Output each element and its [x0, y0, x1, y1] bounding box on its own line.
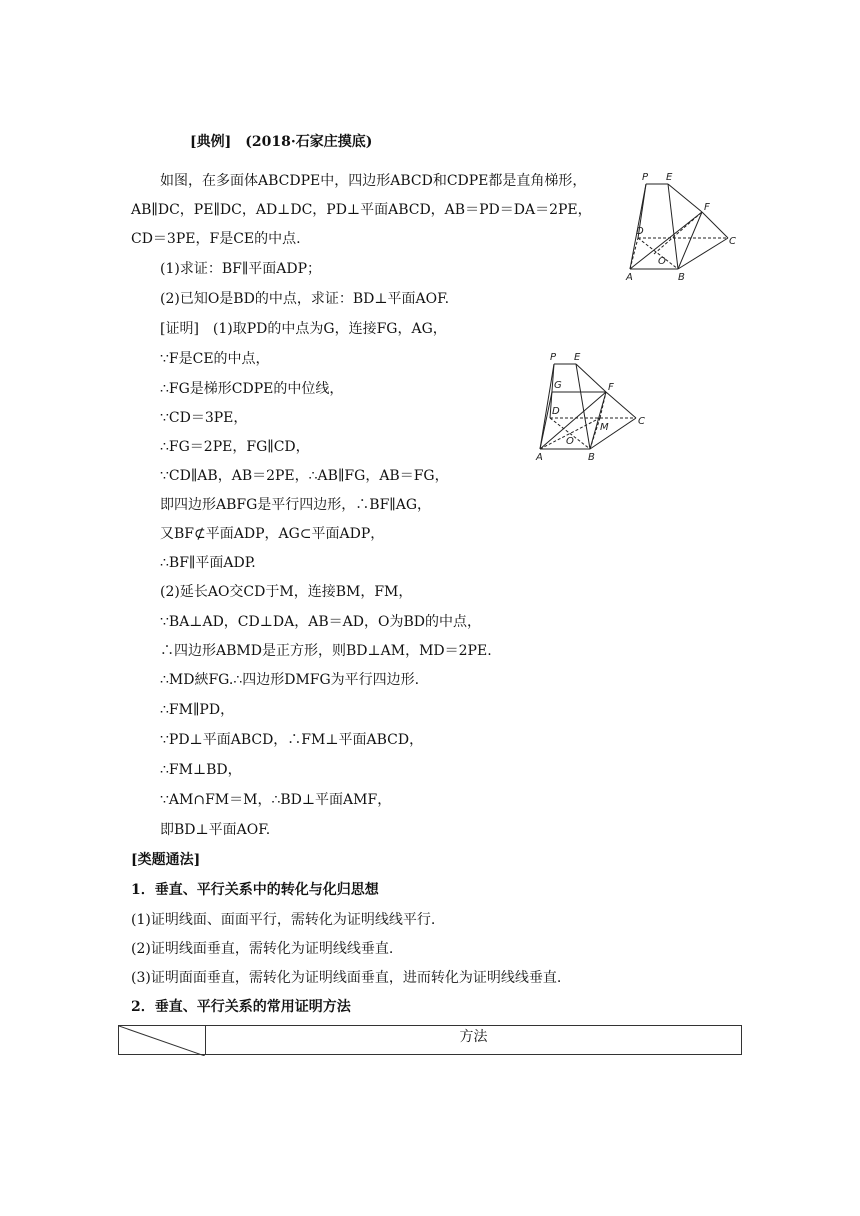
- proof-line-15: ∵PD⊥平面ABCD，∴FM⊥平面ABCD，: [160, 732, 424, 748]
- proof-line-16: ∴FM⊥BD，: [160, 762, 242, 778]
- proof-line-8: 又BF⊄平面ADP，AG⊂平面ADP，: [160, 526, 385, 542]
- proof-line-13: ∴MD綊FG.∴四边形DMFG为平行四边形.: [160, 672, 420, 688]
- summary-item-2-title: 2．垂直、平行关系的常用证明方法: [131, 999, 351, 1015]
- problem-line-1: 如图，在多面体ABCDPE中，四边形ABCD和CDPE都是直角梯形，: [160, 173, 587, 189]
- summary-item-1-line-3: (3)证明面面垂直，需转化为证明线面垂直，进而转化为证明线线垂直.: [131, 970, 562, 986]
- table-corner-cell: [119, 1026, 206, 1055]
- proof-line-9: ∴BF∥平面ADP.: [160, 555, 256, 571]
- label-A: A: [626, 272, 633, 283]
- proof-line-17: ∵AM∩FM＝M，∴BD⊥平面AMF，: [160, 792, 392, 808]
- label-G: G: [554, 380, 562, 391]
- polyhedron-figure: [616, 168, 746, 286]
- label-C: C: [638, 416, 645, 427]
- proof-line-18: 即BD⊥平面AOF.: [160, 822, 271, 838]
- problem-line-3: CD＝3PE，F是CE的中点.: [131, 231, 301, 247]
- summary-item-1-line-1: (1)证明线面、面面平行，需转化为证明线线平行.: [131, 912, 436, 928]
- proof-line-10: (2)延长AO交CD于M，连接BM，FM，: [160, 584, 413, 600]
- label-D: D: [552, 406, 560, 417]
- table-header-method: 方法: [206, 1026, 742, 1055]
- summary-item-1-line-2: (2)证明线面垂直，需转化为证明线线垂直.: [131, 941, 394, 957]
- example-source: (2018·石家庄摸底): [245, 134, 373, 150]
- label-B: B: [588, 452, 595, 463]
- label-D: D: [636, 226, 644, 237]
- question-1: (1)求证：BF∥平面ADP；: [160, 261, 322, 277]
- label-M: M: [600, 422, 609, 433]
- label-O: O: [658, 256, 666, 267]
- summary-title: [类题通法]: [131, 852, 201, 868]
- methods-table: [118, 1025, 742, 1055]
- proof-figure: [530, 348, 650, 466]
- problem-line-2: AB∥DC，PE∥DC，AD⊥DC，PD⊥平面ABCD，AB＝PD＝DA＝2PE，: [131, 202, 592, 218]
- proof-line-1: [证明] (1)取PD的中点为G，连接FG，AG，: [160, 321, 447, 337]
- example-label: [典例]: [190, 134, 232, 150]
- label-O: O: [566, 436, 574, 447]
- proof-line-5: ∴FG＝2PE，FG∥CD，: [160, 439, 310, 455]
- proof-line-7: 即四边形ABFG是平行四边形，∴BF∥AG，: [160, 497, 432, 513]
- label-E: E: [666, 172, 673, 183]
- label-P: P: [642, 172, 649, 183]
- label-A: A: [536, 452, 543, 463]
- summary-item-1-title: 1．垂直、平行关系中的转化与化归思想: [131, 882, 379, 898]
- proof-line-3: ∴FG是梯形CDPE的中位线，: [160, 381, 344, 397]
- label-F: F: [704, 202, 710, 213]
- example-heading: [190, 131, 372, 151]
- proof-line-11: ∵BA⊥AD，CD⊥DA，AB＝AD，O为BD的中点，: [160, 614, 481, 630]
- label-E: E: [574, 352, 581, 363]
- label-P: P: [550, 352, 557, 363]
- label-F: F: [608, 382, 614, 393]
- proof-line-2: ∵F是CE的中点，: [160, 351, 270, 367]
- question-2: (2)已知O是BD的中点，求证：BD⊥平面AOF.: [160, 291, 450, 307]
- label-B: B: [678, 272, 685, 283]
- diagonal-line: [119, 1026, 205, 1056]
- proof-line-6: ∵CD∥AB，AB＝2PE，∴AB∥FG，AB＝FG，: [160, 468, 449, 484]
- proof-line-12: ∴四边形ABMD是正方形，则BD⊥AM，MD＝2PE.: [160, 643, 492, 659]
- label-C: C: [729, 236, 736, 247]
- proof-line-14: ∴FM∥PD，: [160, 702, 235, 718]
- proof-line-4: ∵CD＝3PE，: [160, 410, 248, 426]
